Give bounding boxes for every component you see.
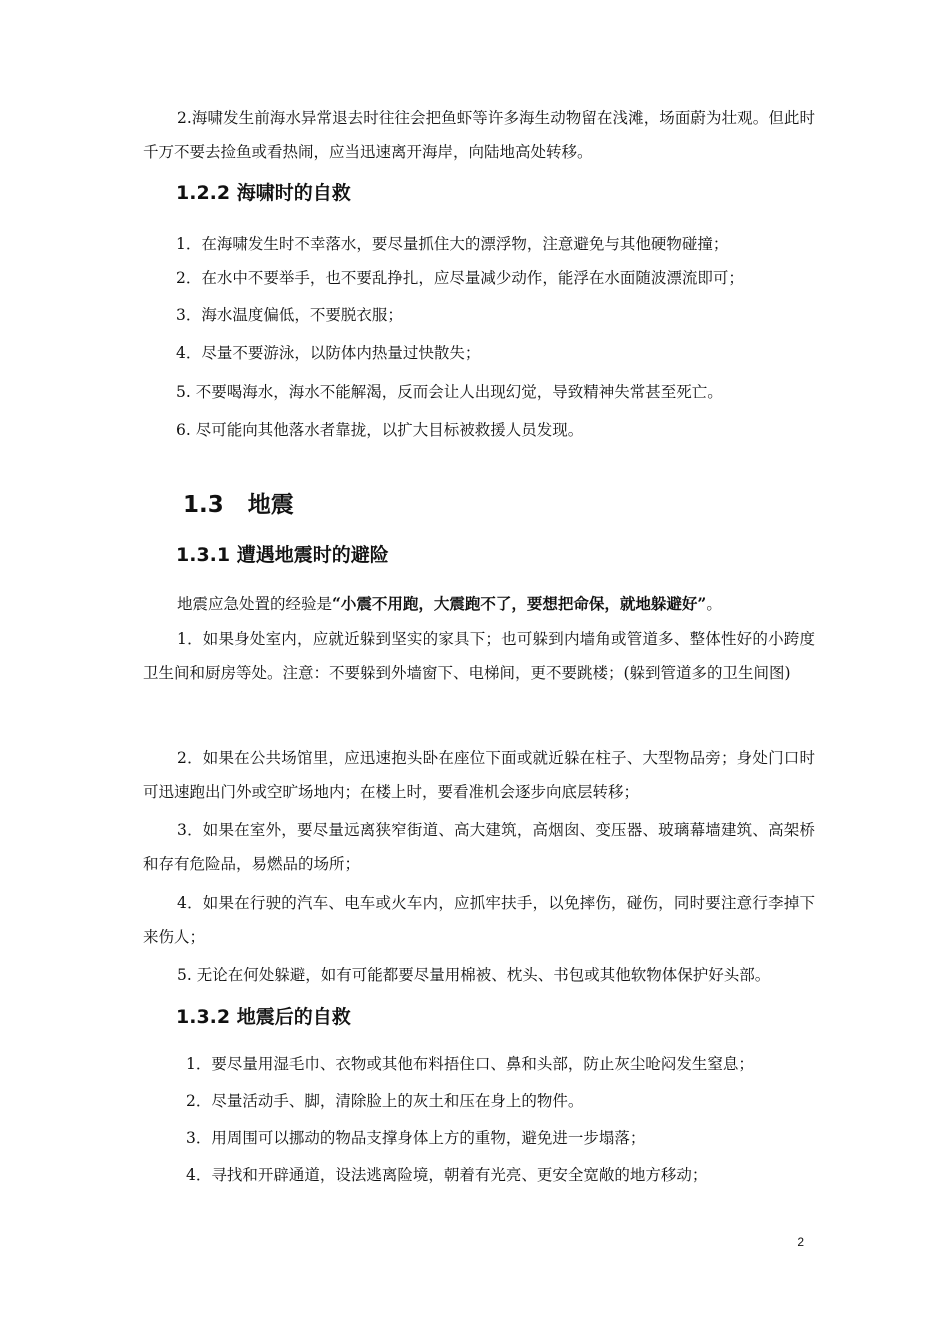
- section-number: 1.3: [183, 492, 224, 518]
- paragraph-protect-head: 5. 无论在何处躲避，如有可能都要尽量用棉被、枕头、书包或其他软物体保护好头部。: [177, 966, 771, 984]
- paragraph-public-venue: 2．如果在公共场馆里，应迅速抱头卧在座位下面或就近躲在柱子、大型物品旁；身处门口时可迅速跑出门外或空旷场地内；在楼上时，要看准机会逐步向底层转移；: [143, 749, 815, 801]
- intro-quote: “小震不用跑，大震跑不了，要想把命保，就地躲避好”: [332, 594, 707, 613]
- list-item: 6. 尽可能向其他落水者靠拢，以扩大目标被救援人员发现。: [176, 421, 584, 439]
- heading-1-3-1: 1.3.1 遭遇地震时的避险: [176, 544, 389, 566]
- list-item: 3．海水温度偏低，不要脱衣服；: [176, 306, 403, 324]
- paragraph-tsunami-retreat: 2.海啸发生前海水异常退去时往往会把鱼虾等许多海生动物留在浅滩，场面蔚为壮观。但此时千万不要去捡鱼或看热闹，应当迅速离开海岸，向陆地高处转移。: [143, 109, 815, 161]
- paragraph-earthquake-intro: [143, 587, 815, 621]
- list-item: 2．在水中不要举手，也不要乱挣扎，应尽量减少动作，能浮在水面随波漂流即可；: [176, 269, 744, 287]
- list-item: 4．尽量不要游泳，以防体内热量过快散失；: [176, 344, 481, 362]
- heading-1-3-2: 1.3.2 地震后的自救: [176, 1006, 351, 1028]
- paragraph-outdoor: 3．如果在室外，要尽量远离狭窄街道、高大建筑，高烟囱、变压器、玻璃幕墙建筑、高架桥和存有危险品，易燃品的场所；: [143, 821, 815, 873]
- intro-text: 地震应急处置的经验是: [177, 595, 333, 613]
- list-item: 1．在海啸发生时不幸落水，要尽量抓住大的漂浮物，注意避免与其他硬物碰撞；: [176, 235, 729, 253]
- paragraph-indoor: 1．如果身处室内，应就近躲到坚实的家具下；也可躲到内墙角或管道多、整体性好的小跨度卫生间和厨房等处。注意：不要躲到外墙窗下、电梯间，更不要跳楼；(躲到管道多的卫生间图): [143, 630, 815, 682]
- heading-1-3: [183, 486, 294, 519]
- list-item: 2．尽量活动手、脚，清除脸上的灰土和压在身上的物件。: [186, 1092, 584, 1110]
- paragraph-vehicle: 4．如果在行驶的汽车、电车或火车内，应抓牢扶手，以免摔伤，碰伤，同时要注意行李掉下来伤人；: [143, 894, 815, 946]
- heading-1-2-2: 1.2.2 海啸时的自救: [176, 182, 351, 204]
- list-item: 4．寻找和开辟通道，设法逃离险境，朝着有光亮、更安全宽敞的地方移动；: [186, 1166, 708, 1184]
- section-title: 地震: [247, 492, 294, 518]
- list-item: 5. 不要喝海水，海水不能解渴，反而会让人出现幻觉，导致精神失常甚至死亡。: [176, 383, 723, 401]
- intro-suffix: 。: [706, 595, 722, 613]
- list-item: 3．用周围可以挪动的物品支撑身体上方的重物，避免进一步塌落；: [186, 1129, 646, 1147]
- page-number: 2: [797, 1235, 804, 1249]
- list-item: 1．要尽量用湿毛巾、衣物或其他布料捂住口、鼻和头部，防止灰尘呛闷发生窒息；: [186, 1055, 754, 1073]
